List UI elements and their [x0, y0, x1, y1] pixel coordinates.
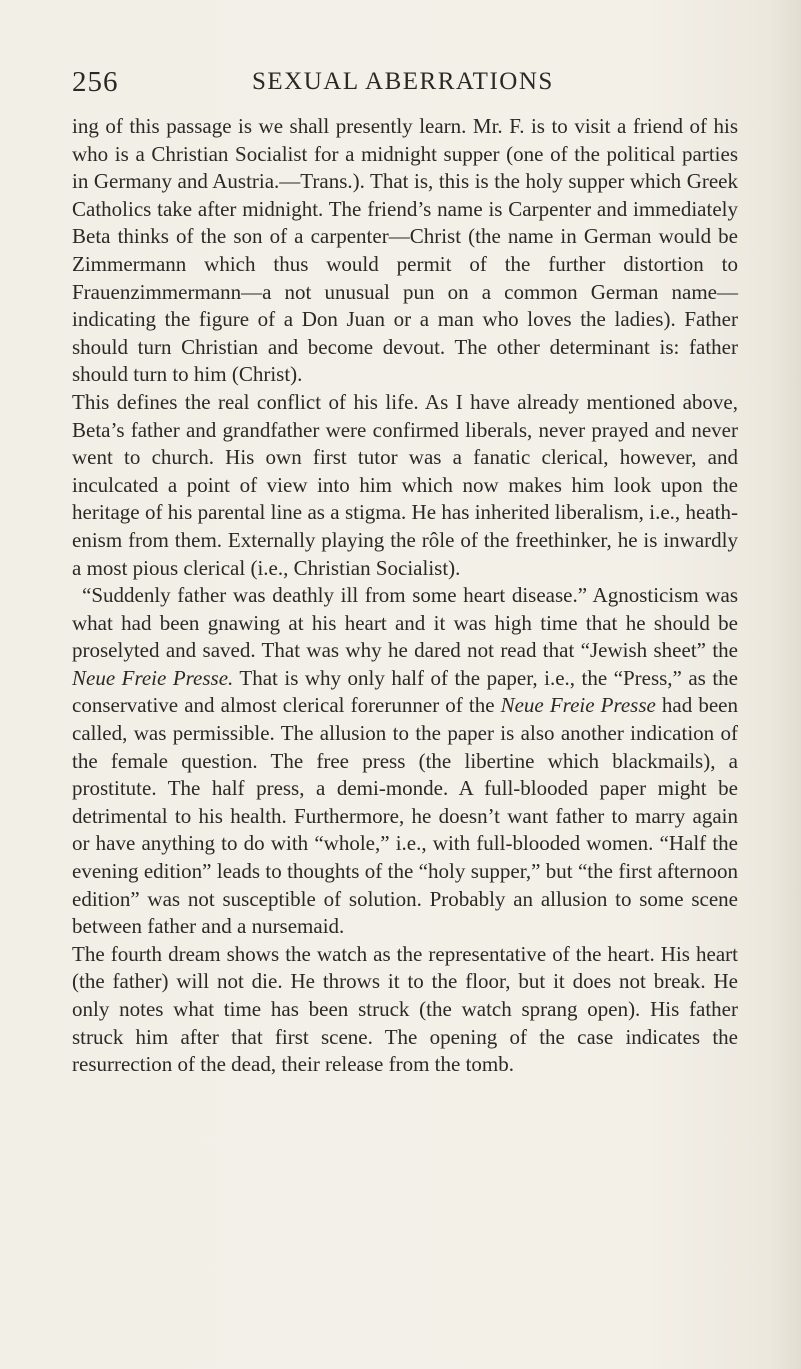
newspaper-title: Neue Freie Presse	[500, 693, 656, 718]
paragraph-2: This defines the real conflict of his life. As I have already mentioned above, Beta’s father and grandfather were confirmed liberals, never prayed and never went to church. His own first tutor was a fanatic clerical, however, and inculcated a point of view into him which now makes him look upon the heritage of his parental line as a stigma. He has inherited liberalism, i.e., heathenism from them. Externally playing the rôle of the freethinker, he is inwardly a most pious clerical (i.e., Christian Socialist).	[72, 389, 738, 580]
page-number: 256	[72, 66, 119, 98]
paragraph-4: The fourth dream shows the watch as the representative of the heart. His heart (the father) will not die. He throws it to the floor, but it does not break. He only notes what time has been struck (the watch sprang open). His father struck him after that first scene. The opening of the case indicates the resurrection of the dead, their release from the tomb.	[72, 941, 738, 1077]
running-head: SEXUAL ABERRATIONS	[252, 68, 554, 95]
page-header	[72, 62, 672, 102]
paragraph-1: ing of this passage is we shall presently learn. Mr. F. is to visit a friend of his who is a Christian Socialist for a midnight supper (one of the political parties in Germany and Austria.—Trans.). That is, this is the holy supper which Greek Catholics take after midnight. The friend’s name is Carpenter and immediately Beta thinks of the son of a carpenter—Christ (the name in German would be Zimmermann which thus would permit of the further distortion to Frauenzimmermann—a not unusual pun on a common German name—indicating the figure of a Don Juan or a man who loves the ladies). Father should turn Christian and become devout. The other determinant is: father should turn to him (Christ).	[72, 114, 738, 387]
paragraph-3-part-b: That is why only half of the paper, i.e., the “Press,” as the conservative and almost clerical forerunner of the	[72, 665, 738, 718]
paragraph-3-part-c: had been called, was permissible. The allusion to the paper is also another indication of the female question. The free press (the libertine which blackmails), a prostitute. The half press, a demi-monde. A full-blooded paper might be detrimental to his health. Furthermore, he doesn’t want father to marry again or have anything to do with “whole,” i.e., with full-blooded women. “Half the evening edition” leads to thoughts of the “holy supper,” but “the first afternoon edition” was not susceptible of solution. Probably an allusion to some scene between father and a nursemaid.	[72, 693, 738, 939]
body-text	[72, 113, 738, 1079]
paragraph-3-part-a: “Suddenly father was deathly ill from some heart disease.” Agnosticism was what had been gnawing at his heart and it was high time that he should be proselyted and saved. That was why he dared not read that “Jewish sheet” the	[72, 583, 738, 663]
newspaper-title: Neue Freie Presse.	[72, 665, 234, 690]
paragraph-3	[72, 582, 738, 941]
